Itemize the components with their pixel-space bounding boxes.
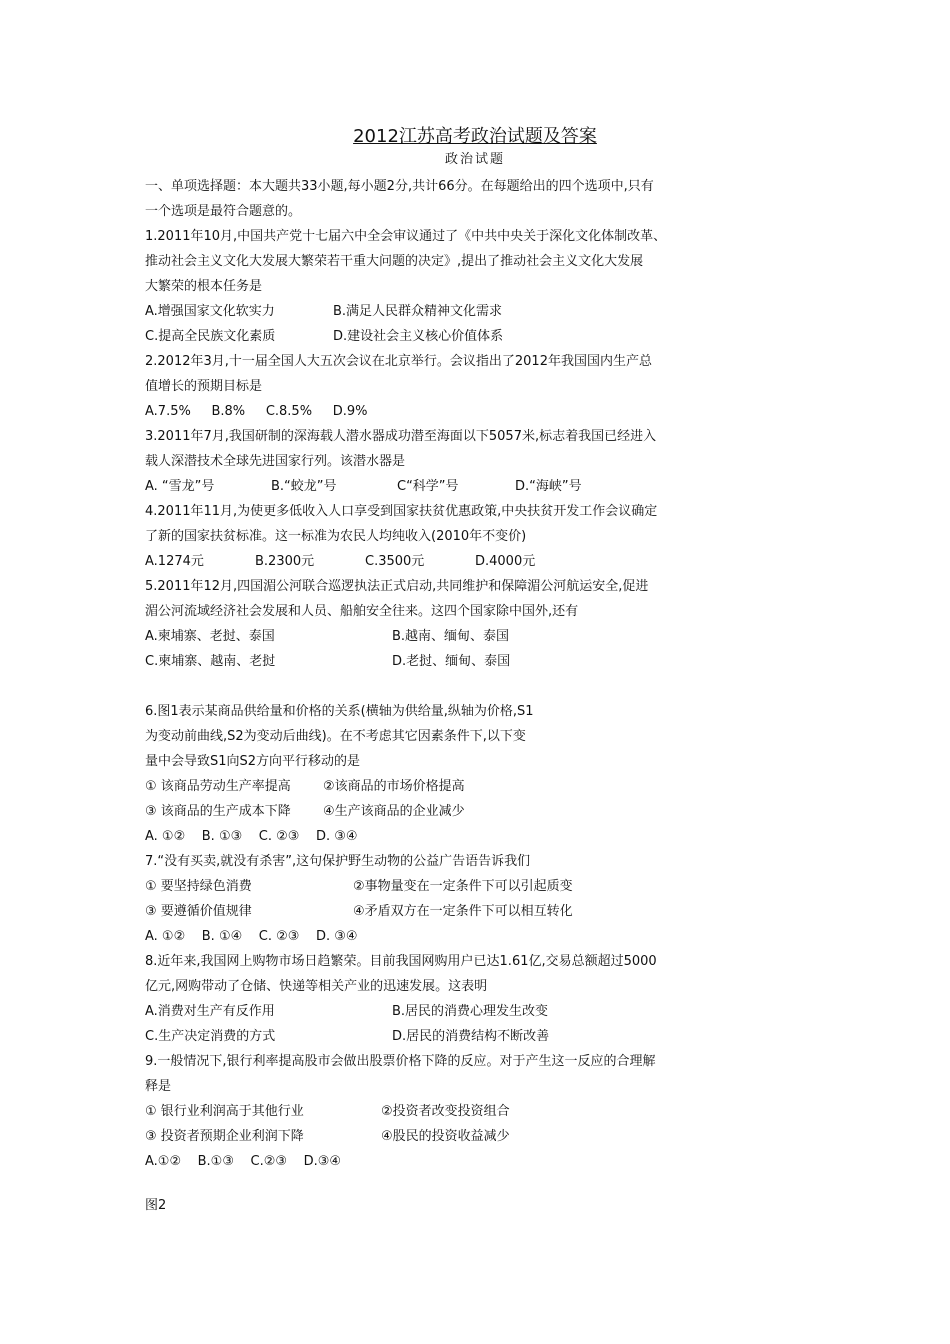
question-5-options: [145, 649, 725, 674]
question-9-options: A.①② B.①③ C.②③ D.③④: [145, 1154, 342, 1169]
document-subtitle: 政治试题: [444, 152, 505, 167]
section-instruction: 一个选项是最符合题意的。: [145, 204, 302, 219]
question-1-stem: 大繁荣的根本任务是: [145, 279, 263, 294]
question-6-items: [145, 799, 725, 824]
item-3: ③ 要遵循价值规律: [145, 904, 252, 919]
question-7-options: A. ①② B. ①④ C. ②③ D. ③④: [145, 929, 358, 944]
option-c: C.提高全民族文化素质: [145, 329, 276, 344]
option-d: D.建设社会主义核心价值体系: [333, 329, 504, 344]
question-5-stem: 5.2011年12月,四国湄公河联合巡逻执法正式启动,共同维护和保障湄公河航运安全,促进: [145, 579, 649, 594]
question-7-stem: 7.“没有买卖,就没有杀害”,这句保护野生动物的公益广告语告诉我们: [145, 854, 531, 869]
question-8-stem: 亿元,网购带动了仓储、快递等相关产业的迅速发展。这表明: [145, 979, 488, 994]
question-3-stem: 载人深潜技术全球先进国家行列。该潜水器是: [145, 454, 406, 469]
option-c: C.柬埔寨、越南、老挝: [145, 654, 276, 669]
item-1: ① 该商品劳动生产率提高: [145, 779, 291, 794]
question-8-stem: 8.近年来,我国网上购物市场日趋繁荣。目前我国网购用户已达1.61亿,交易总额超过5000: [145, 954, 657, 969]
item-4: ④股民的投资收益减少: [381, 1129, 510, 1144]
question-2-stem: 值增长的预期目标是: [145, 379, 263, 394]
option-a: A.增强国家文化软实力: [145, 304, 275, 319]
option-a: A.1274元: [145, 554, 204, 569]
question-4-stem: 4.2011年11月,为使更多低收入人口享受到国家扶贫优惠政策,中央扶贫开发工作会议确定: [145, 504, 658, 519]
question-1-options: [145, 299, 725, 324]
item-2: ②事物量变在一定条件下可以引起质变: [353, 879, 573, 894]
question-9-items: [145, 1099, 725, 1124]
exam-body: [145, 174, 725, 1174]
option-b: B.满足人民群众精神文化需求: [333, 304, 503, 319]
question-6-stem: 为变动前曲线,S2为变动后曲线)。在不考虑其它因素条件下,以下变: [145, 729, 526, 744]
question-2-options: A.7.5% B.8% C.8.5% D.9%: [145, 404, 368, 419]
question-7-items: [145, 874, 725, 899]
option-b: B.居民的消费心理发生改变: [392, 1004, 549, 1019]
question-1-stem: 1.2011年10月,中国共产党十七届六中全会审议通过了《中共中央关于深化文化体制改革、: [145, 229, 667, 244]
option-a: A.柬埔寨、老挝、泰国: [145, 629, 275, 644]
figure-label: 图2: [145, 1198, 167, 1213]
question-9-items: [145, 1124, 725, 1149]
option-d: D.4000元: [475, 554, 536, 569]
question-6-stem: 量中会导致S1向S2方向平行移动的是: [145, 754, 361, 769]
option-a: A.消费对生产有反作用: [145, 1004, 275, 1019]
question-1-stem: 推动社会主义文化大发展大繁荣若干重大问题的决定》,提出了推动社会主义文化大发展: [145, 254, 644, 269]
option-a: A. “雪龙”号: [145, 479, 215, 494]
option-c: C.3500元: [365, 554, 425, 569]
question-6-items: [145, 774, 725, 799]
question-4-options: [145, 549, 725, 574]
item-4: ④生产该商品的企业减少: [323, 804, 465, 819]
option-d: D.“海峡”号: [515, 479, 582, 494]
question-3-options: [145, 474, 725, 499]
blank-line: [145, 674, 725, 699]
option-b: B.“蛟龙”号: [271, 479, 337, 494]
question-1-options: [145, 324, 725, 349]
option-c: C.生产决定消费的方式: [145, 1029, 276, 1044]
option-d: D.老挝、缅甸、泰国: [392, 654, 511, 669]
option-d: D.居民的消费结构不断改善: [392, 1029, 550, 1044]
option-c: C“科学”号: [397, 479, 459, 494]
item-1: ① 要坚持绿色消费: [145, 879, 252, 894]
option-b: B.2300元: [255, 554, 315, 569]
item-4: ④矛盾双方在一定条件下可以相互转化: [353, 904, 573, 919]
item-3: ③ 投资者预期企业利润下降: [145, 1129, 304, 1144]
question-6-stem: 6.图1表示某商品供给量和价格的关系(横轴为供给量,纵轴为价格,S1: [145, 704, 534, 719]
question-6-options: A. ①② B. ①③ C. ②③ D. ③④: [145, 829, 358, 844]
item-1: ① 银行业利润高于其他行业: [145, 1104, 304, 1119]
question-5-options: [145, 624, 725, 649]
item-2: ②投资者改变投资组合: [381, 1104, 510, 1119]
question-9-stem: 释是: [145, 1079, 172, 1094]
question-4-stem: 了新的国家扶贫标准。这一标准为农民人均纯收入(2010年不变价): [145, 529, 527, 544]
question-8-options: [145, 999, 725, 1024]
document-title: 2012江苏高考政治试题及答案: [353, 126, 597, 147]
item-2: ②该商品的市场价格提高: [323, 779, 465, 794]
question-8-options: [145, 1024, 725, 1049]
question-7-items: [145, 899, 725, 924]
item-3: ③ 该商品的生产成本下降: [145, 804, 291, 819]
section-instruction: 一、单项选择题：本大题共33小题,每小题2分,共计66分。在每题给出的四个选项中,只有: [145, 179, 654, 194]
question-9-stem: 9.一般情况下,银行利率提高股市会做出股票价格下降的反应。对于产生这一反应的合理解: [145, 1054, 656, 1069]
question-3-stem: 3.2011年7月,我国研制的深海载人潜水器成功潜至海面以下5057米,标志着我国已经进入: [145, 429, 657, 444]
option-b: B.越南、缅甸、泰国: [392, 629, 510, 644]
question-5-stem: 湄公河流域经济社会发展和人员、船舶安全往来。这四个国家除中国外,还有: [145, 604, 579, 619]
question-2-stem: 2.2012年3月,十一届全国人大五次会议在北京举行。会议指出了2012年我国国内生产总: [145, 354, 652, 369]
